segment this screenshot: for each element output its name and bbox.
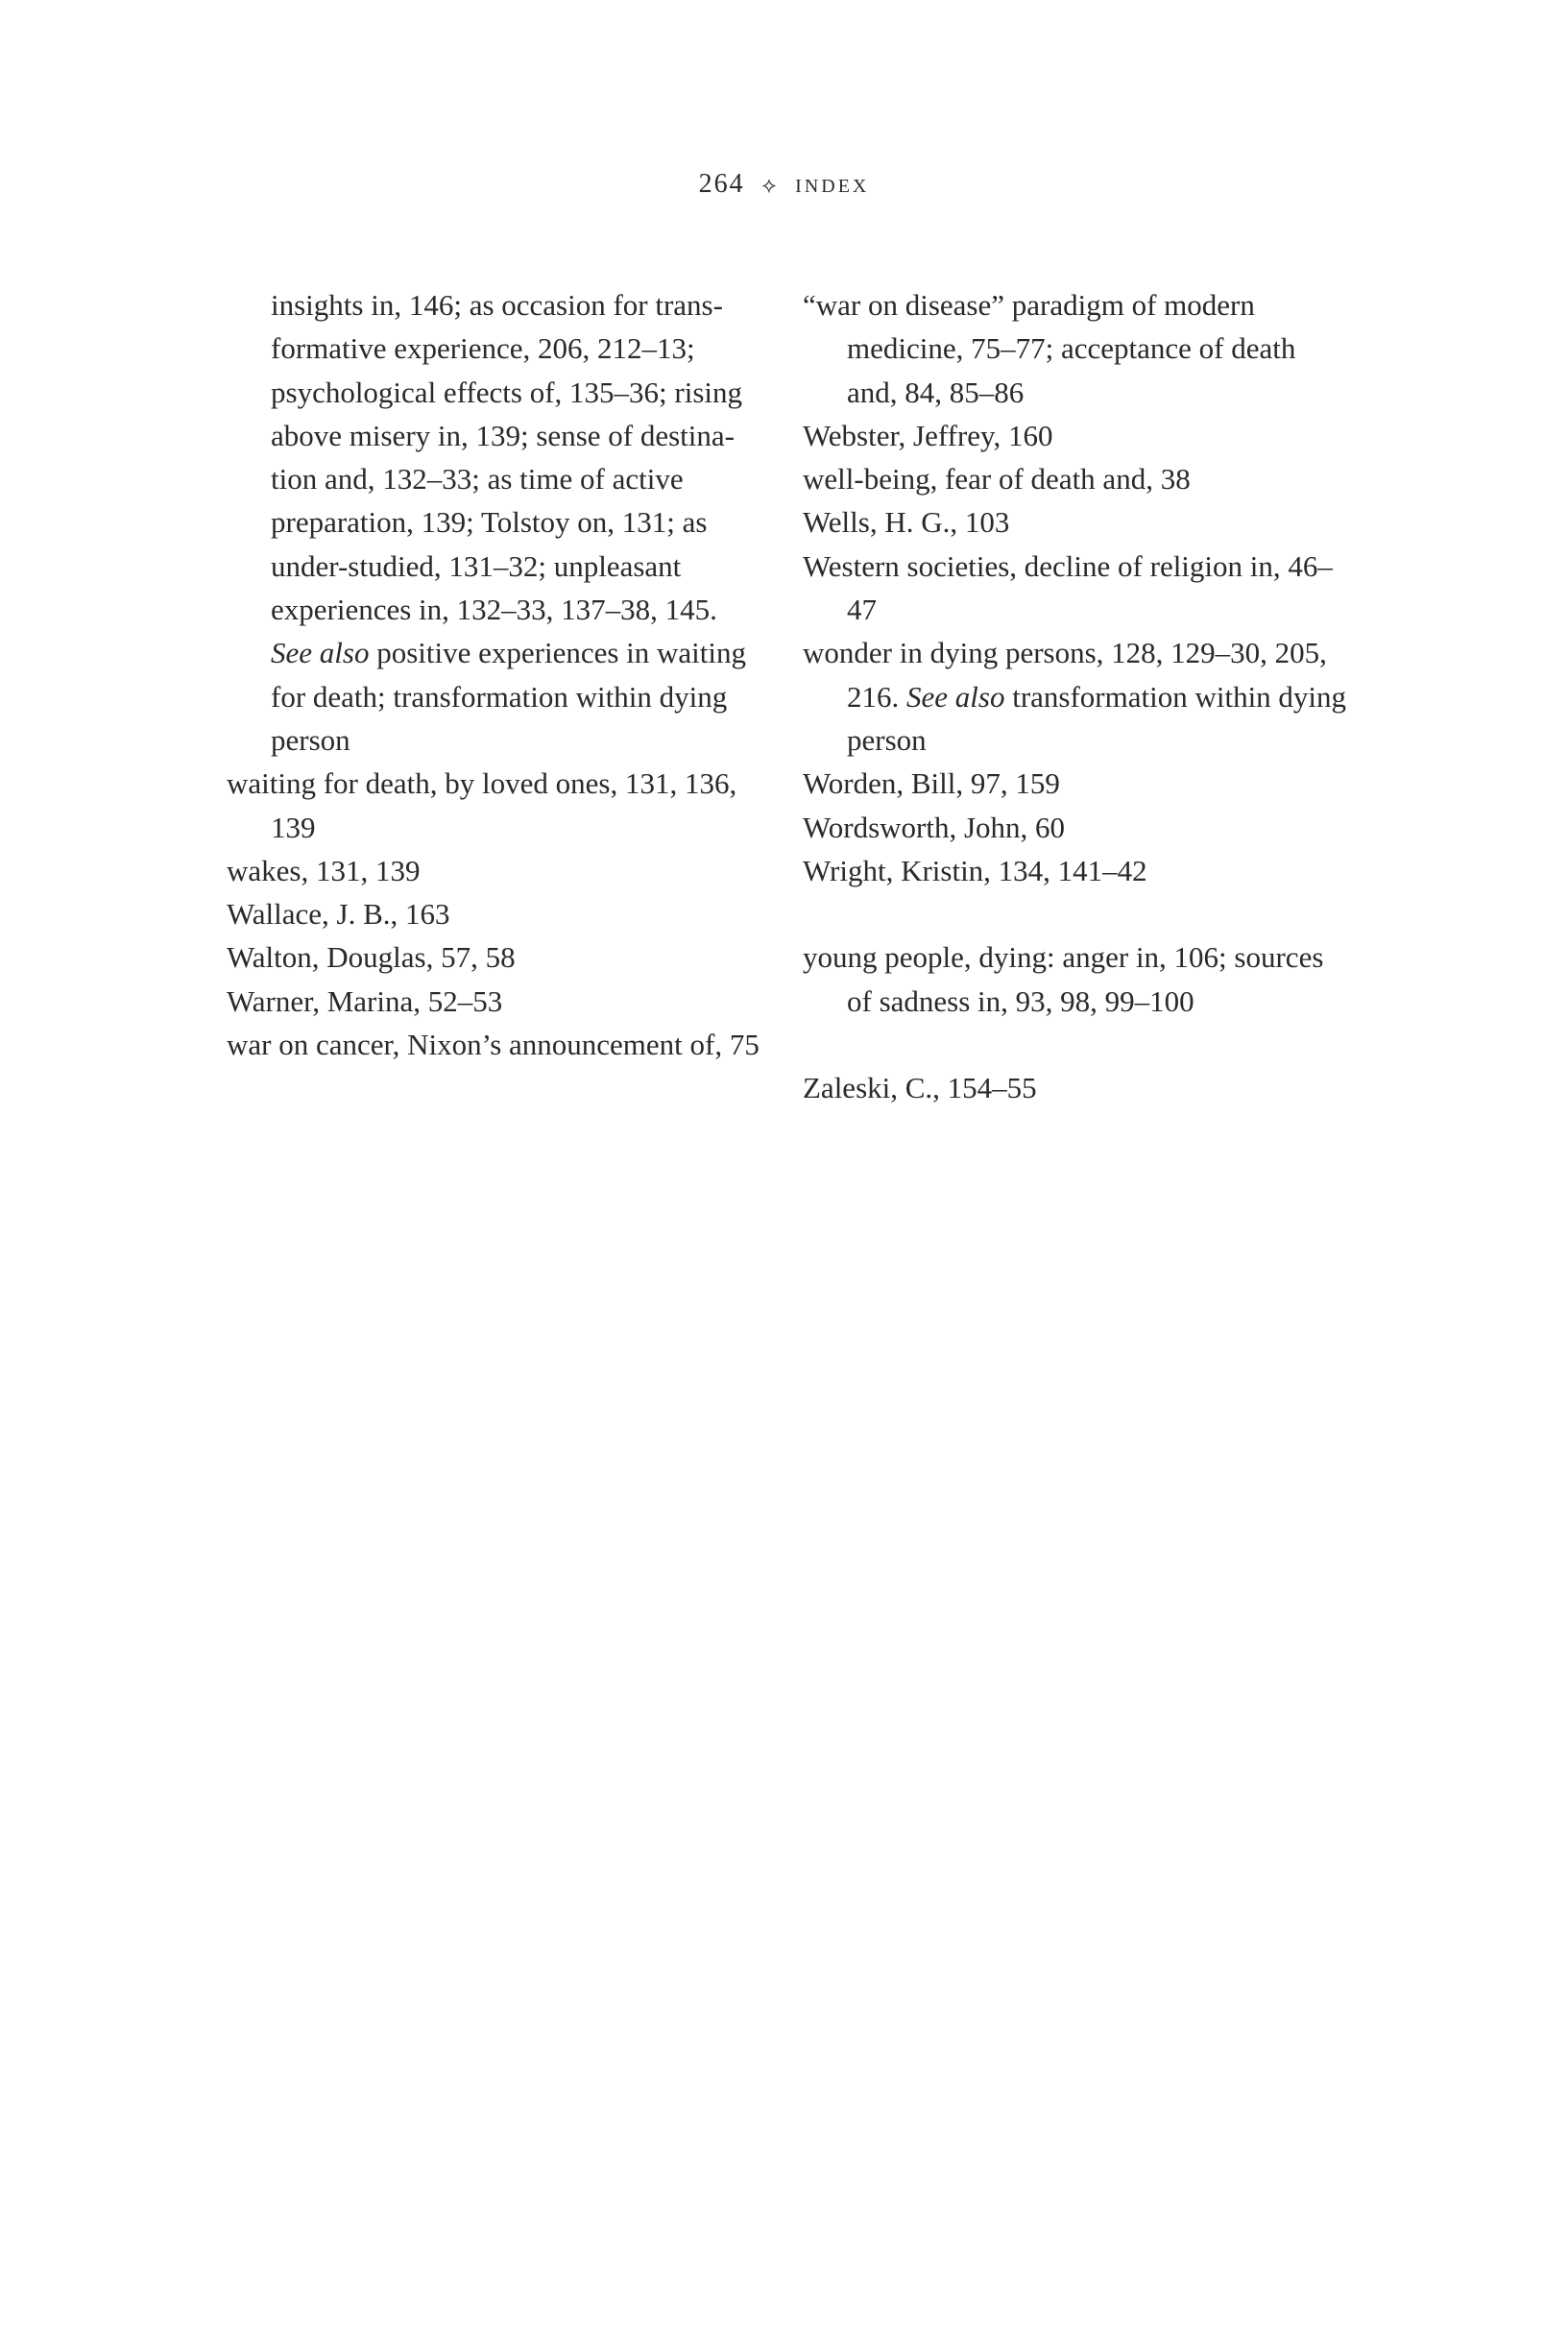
index-entry — [803, 806, 1350, 849]
entry-text: Worden, Bill, 97, 159 — [803, 766, 1060, 801]
index-entry — [227, 762, 760, 849]
letter-group-gap — [803, 1023, 1350, 1066]
index-entry — [227, 1023, 760, 1066]
entry-text: wakes, 131, 139 — [227, 853, 421, 887]
cross-reference-label: See also — [906, 679, 1005, 714]
index-entry — [803, 283, 1350, 414]
entry-text: young people, dying: anger in, 106; sources of sadness in, 93, 98, 99–100 — [803, 940, 1324, 1018]
index-entry — [803, 631, 1350, 762]
index-entry — [803, 849, 1350, 892]
entry-text: Wordsworth, John, 60 — [803, 810, 1066, 844]
entry-text: Zaleski, C., 154–55 — [803, 1071, 1037, 1105]
entry-text: Walton, Douglas, 57, 58 — [227, 940, 516, 975]
index-column-left — [227, 283, 760, 1066]
index-entry — [803, 457, 1350, 500]
entry-text: well-being, fear of death and, 38 — [803, 462, 1191, 497]
index-entry-continued — [227, 283, 760, 762]
index-entry — [227, 892, 760, 935]
index-entry — [227, 849, 760, 892]
entry-text: war on cancer, Nixon’s announcement of, 75 — [227, 1028, 760, 1062]
entry-text: positive experiences in waiting for death; transformation within dying person — [271, 636, 747, 757]
entry-text: waiting for death, by loved ones, 131, 136, 139 — [227, 766, 737, 844]
index-entry — [227, 980, 760, 1023]
index-entry — [803, 1066, 1350, 1109]
index-entry — [803, 414, 1350, 457]
page-number: 264 — [698, 169, 745, 199]
entry-text: insights in, 146; as occasion for transformative experience, 206, 212–13; psychological effects of, 135–36; rising above misery in, 139; sense of destination and, 132–33; as time of active preparation, 139; Tolstoy on, 131; as under-studied, 131–32; unpleasant experiences in, 132–33, 137–38, 145. — [271, 288, 743, 627]
entry-text: Wallace, J. B., 163 — [227, 897, 450, 932]
index-entry — [803, 762, 1350, 805]
entry-text: Warner, Marina, 52–53 — [227, 983, 503, 1018]
running-title: index — [795, 169, 870, 199]
entry-text: Wright, Kristin, 134, 141–42 — [803, 853, 1147, 887]
entry-text: transformation within dying person — [847, 679, 1347, 757]
index-entry — [803, 545, 1350, 632]
index-entry — [803, 935, 1350, 1023]
index-entry — [803, 500, 1350, 544]
entry-text: “war on disease” paradigm of modern medicine, 75–77; acceptance of death and, 84, 85–86 — [803, 288, 1296, 409]
ornament-separator-icon: ⟡ — [761, 173, 779, 197]
entry-text: Webster, Jeffrey, 160 — [803, 418, 1053, 452]
index-entry — [227, 935, 760, 979]
entry-text: Western societies, decline of religion in, 46–47 — [803, 548, 1333, 627]
letter-group-gap — [803, 892, 1350, 935]
running-head — [0, 165, 1568, 205]
entry-text: wonder in dying persons, 128, 129–30, 205, 216. — [803, 636, 1327, 714]
entry-text: Wells, H. G., 103 — [803, 505, 1010, 540]
index-column-right — [803, 283, 1350, 1110]
cross-reference-label: See also — [271, 636, 370, 670]
